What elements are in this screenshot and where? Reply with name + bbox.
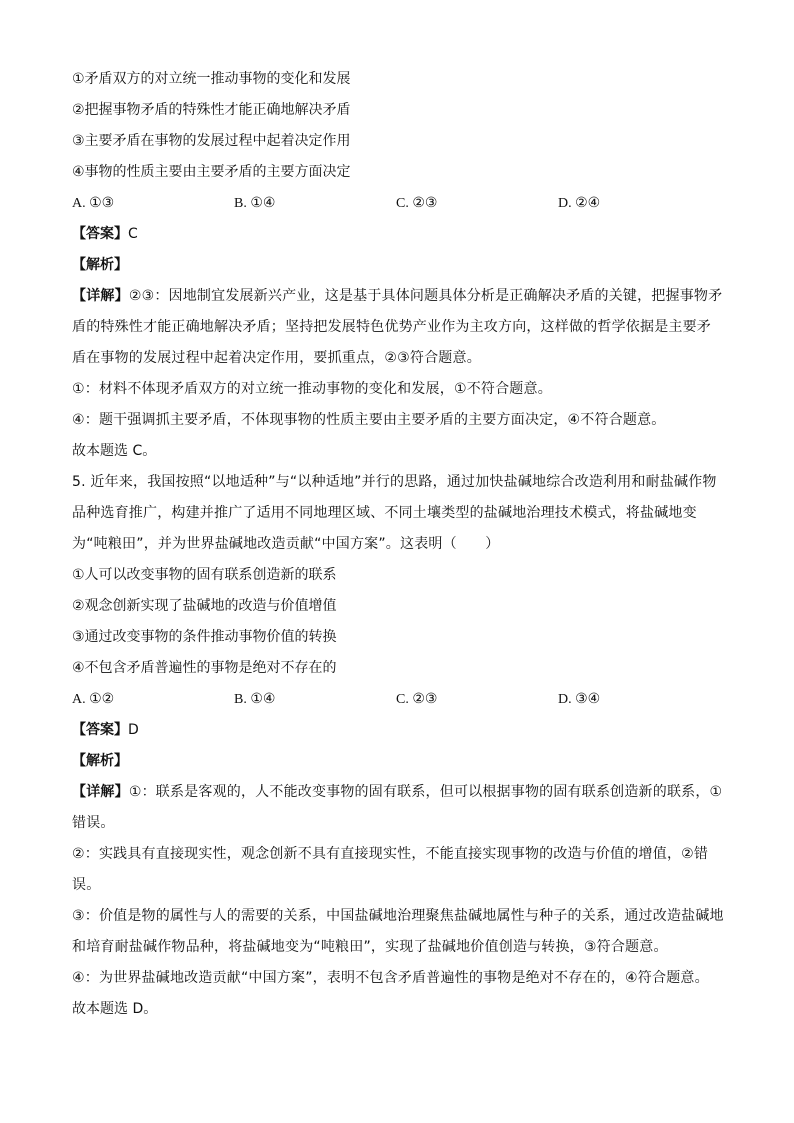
q5-options: [72, 684, 724, 715]
q5-detail: [72, 777, 724, 839]
q5-stem: 5. 近年来，我国按照“以地适种”与“以种适地”并行的思路，通过加快盐碱地综合改造利用和耐盐碱作物品种选育推广，构建并推广了适用不同地理区域、不同土壤类型的盐碱地治理技术模式，将盐碱地变为“吨粮田”，并为世界盐碱地改造贡献“中国方案”。这表明（ ）: [72, 474, 717, 552]
q5-answer: [72, 715, 724, 746]
q4-statement-3: ③主要矛盾在事物的发展过程中起着决定作用: [72, 133, 351, 149]
q4-conclusion: 故本题选 C。: [72, 443, 157, 459]
q4-detail-tag: 【详解】: [72, 288, 129, 304]
q5-option-d: D. ③④: [558, 692, 601, 707]
q5-conclusion: 故本题选 D。: [72, 1001, 158, 1017]
q5-answer-tag: 【答案】: [72, 722, 128, 738]
q4-detail: [72, 281, 724, 374]
q5-option-a: A. ①②: [72, 692, 115, 707]
q5-statement-4: ④不包含矛盾普遍性的事物是绝对不存在的: [72, 660, 337, 676]
q4-option-d: D. ②④: [558, 196, 601, 211]
q4-note-1: ①：材料不体现矛盾双方的对立统一推动事物的变化和发展，①不符合题意。: [72, 381, 552, 397]
q4-statement-1: ①矛盾双方的对立统一推动事物的变化和发展: [72, 71, 351, 87]
q4-answer-tag: 【答案】: [72, 226, 128, 242]
q4-analysis: [72, 250, 724, 281]
q4-answer: [72, 219, 724, 250]
q4-options: [72, 188, 724, 219]
q4-analysis-tag: 【解析】: [72, 257, 128, 273]
q5-analysis-tag: 【解析】: [72, 753, 128, 769]
q5-option-b: B. ①④: [234, 692, 276, 707]
q5-statement-2: ②观念创新实现了盐碱地的改造与价值增值: [72, 598, 337, 614]
q5-statement-1: ①人可以改变事物的固有联系创造新的联系: [72, 567, 337, 583]
q4-note-2: ④：题干强调抓主要矛盾，不体现事物的性质主要由主要矛盾的主要方面决定，④不符合题意。: [72, 412, 666, 428]
document-content: [72, 64, 724, 1025]
q4-answer-value: C: [128, 226, 138, 242]
q5-note-1: ②：实践具有直接现实性，观念创新不具有直接现实性，不能直接实现事物的改造与价值的增值，②错误。: [72, 846, 709, 893]
q5-detail-text: ①：联系是客观的，人不能改变事物的固有联系，但可以根据事物的固有联系创造新的联系，①错误。: [72, 784, 723, 831]
q4-statement-4: ④事物的性质主要由主要矛盾的主要方面决定: [72, 164, 351, 180]
q5-detail-tag: 【详解】: [72, 784, 129, 800]
q4-statement-2: ②把握事物矛盾的特殊性才能正确地解决矛盾: [72, 102, 351, 118]
q5-analysis: [72, 746, 724, 777]
q5-answer-value: D: [128, 722, 139, 738]
q5-statement-3: ③通过改变事物的条件推动事物价值的转换: [72, 629, 337, 645]
q4-option-c: C. ②③: [396, 196, 438, 211]
q4-option-b: B. ①④: [234, 196, 276, 211]
q5-option-c: C. ②③: [396, 692, 438, 707]
q5-note-3: ④：为世界盐碱地改造贡献“中国方案”，表明不包含矛盾普遍性的事物是绝对不存在的，④符合题意。: [72, 970, 709, 986]
q4-detail-text: ②③：因地制宜发展新兴产业，这是基于具体问题具体分析是正确解决矛盾的关键，把握事物矛盾的特殊性才能正确地解决矛盾；坚持把发展特色优势产业作为主攻方向，这样做的哲学依据是主要矛盾在事物的发展过程中起着决定作用，要抓重点，②③符合题意。: [72, 288, 723, 366]
q4-option-a: A. ①③: [72, 196, 115, 211]
q5-note-2: ③：价值是物的属性与人的需要的关系，中国盐碱地治理聚焦盐碱地属性与种子的关系，通过改造盐碱地和培育耐盐碱作物品种，将盐碱地变为“吨粮田”，实现了盐碱地价值创造与转换，③符合题意。: [72, 908, 724, 955]
